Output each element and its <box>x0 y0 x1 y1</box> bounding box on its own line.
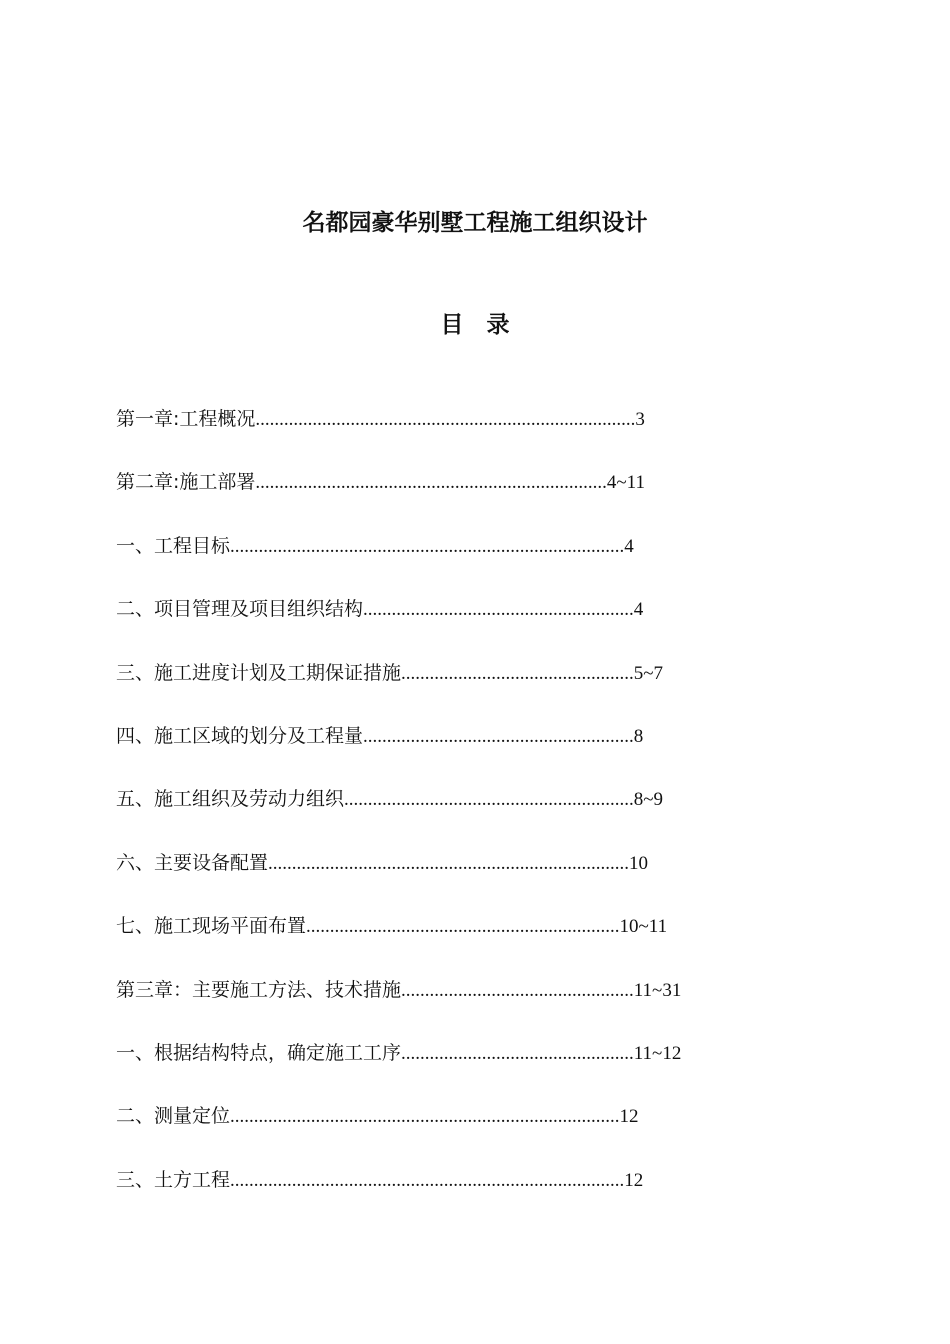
toc-entry[interactable] <box>116 406 816 469</box>
toc-entry-label: 二、测量定位 <box>116 1105 231 1128</box>
toc-entry-label: 六、主要设备配置 <box>116 851 269 874</box>
toc-entry-page: 10~11 <box>619 916 668 938</box>
toc-entry[interactable] <box>116 913 816 976</box>
toc-entry[interactable] <box>116 1103 816 1166</box>
toc-entry[interactable] <box>116 469 816 532</box>
toc-entry-leader-dots: .................................................................................. <box>230 1106 620 1128</box>
toc-entry-label: 二、项目管理及项目组织结构 <box>116 598 364 621</box>
toc-entry-leader-dots: ......................................................... <box>363 725 634 747</box>
toc-entry-leader-dots: ................................................................................... <box>230 1169 625 1191</box>
toc-entry-page: 12 <box>624 1169 644 1191</box>
toc-entry-page: 8~9 <box>633 789 664 811</box>
toc-entry-page: 4 <box>624 535 634 557</box>
toc-entry-label: 一、工程目标 <box>116 534 231 557</box>
toc-entry-label: 三、施工进度计划及工期保证措施 <box>116 661 402 684</box>
toc-entry-page: 11~31 <box>633 979 682 1001</box>
toc-entry-label: 第三章：主要施工方法、技术措施 <box>116 978 402 1001</box>
toc-entry[interactable] <box>116 1040 816 1103</box>
toc-entry-leader-dots: ................................................. <box>401 1042 634 1064</box>
table-of-contents <box>116 406 816 1230</box>
toc-entry-label: 四、施工区域的划分及工程量 <box>116 724 364 747</box>
toc-entry-page: 10 <box>629 852 649 874</box>
toc-entry-page: 11~12 <box>633 1042 682 1064</box>
toc-entry-leader-dots: ................................................................................... <box>230 535 625 557</box>
toc-entry-label: 第二章:施工部署 <box>116 471 256 494</box>
toc-entry-leader-dots: ............................................................. <box>344 789 634 811</box>
toc-entry-leader-dots: ................................................................................ <box>255 409 636 430</box>
toc-entry[interactable] <box>116 533 816 596</box>
toc-entry[interactable] <box>116 596 816 659</box>
toc-entry[interactable] <box>116 660 816 723</box>
toc-entry-page: 4 <box>633 599 644 621</box>
toc-entry-page: 3 <box>635 409 645 430</box>
toc-entry-leader-dots: ................................................. <box>401 662 634 684</box>
toc-entry-page: 4~11 <box>606 472 645 494</box>
toc-entry-label: 七、施工现场平面布置 <box>116 915 307 938</box>
toc-entry[interactable] <box>116 977 816 1040</box>
toc-entry[interactable] <box>116 723 816 786</box>
toc-entry-leader-dots: ................................................. <box>401 979 634 1001</box>
toc-entry-label: 一、根据结构特点，确定施工工序 <box>116 1041 402 1064</box>
toc-entry-leader-dots: ......................................................... <box>363 599 634 621</box>
toc-entry[interactable] <box>116 850 816 913</box>
toc-entry-leader-dots: .......................................................................... <box>255 472 607 494</box>
toc-entry-page: 8 <box>633 725 644 747</box>
toc-entry[interactable] <box>116 1167 816 1230</box>
toc-entry-leader-dots: ............................................................................ <box>268 852 630 874</box>
toc-entry-label: 第一章:工程概况 <box>116 408 256 430</box>
toc-entry[interactable] <box>116 786 816 849</box>
toc-entry-label: 五、施工组织及劳动力组织 <box>116 788 345 811</box>
toc-heading: 目 录 <box>440 312 510 338</box>
toc-entry-label: 三、土方工程 <box>116 1168 231 1191</box>
toc-entry-leader-dots: .................................................................. <box>306 916 620 938</box>
document-title: 名都园豪华别墅工程施工组织设计 <box>302 210 648 236</box>
toc-entry-page: 5~7 <box>633 662 664 684</box>
toc-entry-page: 12 <box>619 1106 639 1128</box>
